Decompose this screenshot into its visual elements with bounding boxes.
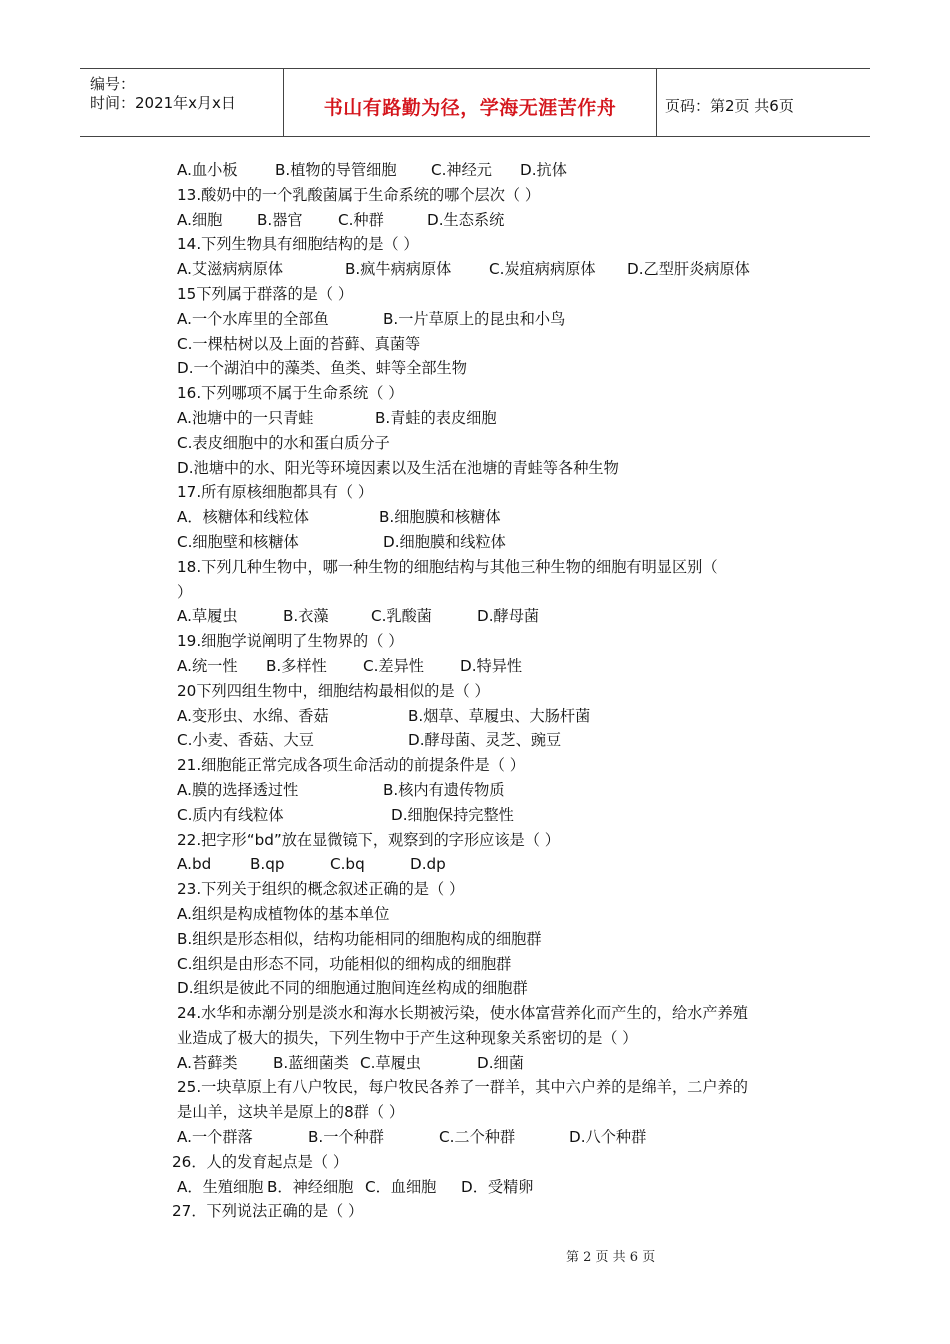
question-line bbox=[177, 406, 817, 431]
question-line bbox=[177, 332, 817, 357]
question-text: 19.细胞学说阐明了生物界的（ ） bbox=[177, 632, 404, 651]
question-line bbox=[177, 604, 817, 629]
question-text: 15下列属于群落的是（ ） bbox=[177, 284, 354, 303]
question-line bbox=[177, 902, 817, 927]
question-list bbox=[172, 158, 817, 1224]
question-line bbox=[172, 1150, 817, 1175]
question-line bbox=[177, 704, 817, 729]
option-text: A.艾滋病病原体 bbox=[177, 260, 284, 279]
option-text: C.质内有线粒体 bbox=[177, 805, 284, 824]
question-line bbox=[177, 1051, 817, 1076]
question-line bbox=[177, 282, 817, 307]
question-text: 18.下列几种生物中，哪一种生物的细胞结构与其他三种生物的细胞有明显区别（ bbox=[177, 557, 718, 576]
question-line bbox=[177, 456, 817, 481]
option-text: A.池塘中的一只青蛙 bbox=[177, 408, 314, 427]
option-text: A.bd bbox=[177, 855, 212, 874]
question-line bbox=[177, 927, 817, 952]
option-text: A．生殖细胞 bbox=[177, 1177, 264, 1196]
question-line bbox=[177, 356, 817, 381]
option-text: B.植物的导管细胞 bbox=[275, 161, 397, 179]
question-line bbox=[177, 307, 817, 332]
question-text: 25.一块草原上有八户牧民，每户牧民各养了一群羊，其中六户养的是绵羊，二户养的 bbox=[177, 1078, 748, 1097]
header-info-cell bbox=[80, 69, 283, 136]
header-motto-cell bbox=[283, 69, 657, 136]
question-text: 27．下列说法正确的是（ ） bbox=[172, 1202, 364, 1221]
question-text: 14.下列生物具有细胞结构的是（ ） bbox=[177, 235, 419, 254]
question-line bbox=[177, 530, 817, 555]
option-text: D.八个种群 bbox=[569, 1128, 647, 1147]
question-text: D.组织是彼此不同的细胞通过胞间连丝构成的细胞群 bbox=[177, 979, 528, 998]
question-line bbox=[177, 654, 817, 679]
question-line bbox=[177, 208, 817, 233]
question-line bbox=[177, 952, 817, 977]
option-text: B.器官 bbox=[257, 210, 303, 229]
question-line bbox=[177, 1125, 817, 1150]
date-label: 时间：2021年x月x日 bbox=[90, 94, 236, 112]
option-text: D.酵母菌 bbox=[477, 607, 540, 626]
question-text: B.组织是形态相似，结构功能相同的细胞构成的细胞群 bbox=[177, 929, 542, 948]
option-text: B.疯牛病病原体 bbox=[345, 260, 452, 279]
question-text: 是山羊，这块羊是原上的8群（ ） bbox=[177, 1103, 405, 1122]
option-text: C.乳酸菌 bbox=[371, 607, 432, 626]
option-text: B．神经细胞 bbox=[267, 1177, 354, 1196]
option-text: B.衣藻 bbox=[283, 607, 329, 626]
number-label: 编号： bbox=[90, 75, 136, 93]
option-text: D.细胞保持完整性 bbox=[391, 805, 514, 824]
question-text: ） bbox=[177, 582, 193, 601]
option-text: D.抗体 bbox=[520, 161, 567, 179]
option-text: B.一片草原上的昆虫和小鸟 bbox=[383, 309, 566, 328]
question-line bbox=[177, 803, 817, 828]
option-text: C.bq bbox=[330, 855, 365, 874]
option-text: C.神经元 bbox=[431, 161, 492, 179]
page-header bbox=[80, 68, 870, 137]
question-line bbox=[177, 877, 817, 902]
motto-text: 书山有路勤为径，学海无涯苦作舟 bbox=[323, 97, 617, 119]
option-text: A.草履虫 bbox=[177, 607, 238, 626]
option-text: A．核糖体和线粒体 bbox=[177, 508, 309, 527]
option-text: A.膜的选择透过性 bbox=[177, 780, 299, 799]
option-text: D.细菌 bbox=[477, 1053, 524, 1072]
question-line bbox=[177, 1075, 817, 1100]
option-text: C.差异性 bbox=[363, 656, 424, 675]
option-text: C.小麦、香菇、大豆 bbox=[177, 731, 314, 750]
question-line bbox=[177, 505, 817, 530]
question-text: 23.下列关于组织的概念叙述正确的是（ ） bbox=[177, 880, 465, 899]
question-line bbox=[177, 753, 817, 778]
question-line bbox=[177, 158, 817, 183]
question-line bbox=[177, 728, 817, 753]
option-text: C.种群 bbox=[338, 210, 384, 229]
question-text: 21.细胞能正常完成各项生命活动的前提条件是（ ） bbox=[177, 756, 525, 775]
question-line bbox=[177, 679, 817, 704]
question-text: 13.酸奶中的一个乳酸菌属于生命系统的哪个层次（ ） bbox=[177, 185, 541, 204]
question-text: 26．人的发育起点是（ ） bbox=[172, 1152, 349, 1171]
option-text: C．血细胞 bbox=[365, 1177, 437, 1196]
option-text: B.多样性 bbox=[266, 656, 327, 675]
question-line bbox=[177, 431, 817, 456]
option-text: B.烟草、草履虫、大肠杆菌 bbox=[408, 706, 591, 725]
page-footer: 第 2 页 共 6 页 bbox=[566, 1250, 656, 1265]
option-text: C.细胞壁和核糖体 bbox=[177, 532, 299, 551]
option-text: B.核内有遗传物质 bbox=[383, 780, 505, 799]
option-text: D.细胞膜和线粒体 bbox=[383, 532, 506, 551]
option-text: D.乙型肝炎病原体 bbox=[627, 260, 750, 279]
option-text: D.dp bbox=[410, 855, 446, 874]
option-text: B.青蛙的表皮细胞 bbox=[375, 408, 497, 427]
option-text: B.蓝细菌类 bbox=[273, 1053, 349, 1072]
question-line bbox=[177, 555, 817, 580]
option-text: B.一个种群 bbox=[308, 1128, 384, 1147]
question-line bbox=[177, 1100, 817, 1125]
question-text: 16.下列哪项不属于生命系统（ ） bbox=[177, 384, 404, 403]
option-text: A.血小板 bbox=[177, 161, 238, 179]
page-number-label: 页码：第2页 共6页 bbox=[665, 97, 794, 115]
question-line bbox=[177, 232, 817, 257]
option-text: C.草履虫 bbox=[360, 1053, 421, 1072]
question-line bbox=[177, 1175, 817, 1200]
question-text: 22.把字形“bd”放在显微镜下，观察到的字形应该是（ ） bbox=[177, 830, 560, 849]
question-line bbox=[172, 1199, 817, 1224]
question-text: 业造成了极大的损失，下列生物中于产生这种现象关系密切的是（ ） bbox=[177, 1028, 638, 1047]
question-text: D.池塘中的水、阳光等环境因素以及生活在池塘的青蛙等各种生物 bbox=[177, 458, 619, 477]
header-page-cell bbox=[655, 69, 870, 136]
option-text: D.特异性 bbox=[460, 656, 523, 675]
question-line bbox=[177, 976, 817, 1001]
option-text: D.生态系统 bbox=[427, 210, 505, 229]
option-text: A.变形虫、水绵、香菇 bbox=[177, 706, 329, 725]
option-text: B.细胞膜和核糖体 bbox=[379, 508, 501, 527]
question-line bbox=[177, 852, 817, 877]
question-line bbox=[177, 1026, 817, 1051]
question-line bbox=[177, 381, 817, 406]
option-text: C.二个种群 bbox=[439, 1128, 516, 1147]
option-text: C.炭疽病病原体 bbox=[489, 260, 596, 279]
question-text: C.表皮细胞中的水和蛋白质分子 bbox=[177, 433, 390, 452]
option-text: A.细胞 bbox=[177, 210, 223, 229]
question-text: C.组织是由形态不同，功能相似的细构成的细胞群 bbox=[177, 954, 512, 973]
question-line bbox=[177, 1001, 817, 1026]
option-text: A.一个群落 bbox=[177, 1128, 253, 1147]
question-line bbox=[177, 480, 817, 505]
option-text: D．受精卵 bbox=[461, 1177, 534, 1196]
question-line bbox=[177, 580, 817, 605]
question-line bbox=[177, 629, 817, 654]
question-text: 24.水华和赤潮分别是淡水和海水长期被污染，使水体富营养化而产生的，给水产养殖 bbox=[177, 1004, 748, 1023]
question-line bbox=[177, 778, 817, 803]
option-text: A.统一性 bbox=[177, 656, 238, 675]
question-text: 20下列四组生物中，细胞结构最相似的是（ ） bbox=[177, 681, 490, 700]
option-text: A.苔藓类 bbox=[177, 1053, 238, 1072]
question-text: D.一个湖泊中的藻类、鱼类、蚌等全部生物 bbox=[177, 359, 467, 378]
option-text: D.酵母菌、灵芝、豌豆 bbox=[408, 731, 562, 750]
question-text: C.一棵枯树以及上面的苔藓、真菌等 bbox=[177, 334, 421, 353]
question-line bbox=[177, 257, 817, 282]
question-line bbox=[177, 183, 817, 208]
option-text: B.qp bbox=[250, 855, 285, 874]
option-text: A.一个水库里的全部鱼 bbox=[177, 309, 329, 328]
question-line bbox=[177, 828, 817, 853]
question-text: 17.所有原核细胞都具有（ ） bbox=[177, 483, 374, 502]
question-text: A.组织是构成植物体的基本单位 bbox=[177, 904, 390, 923]
